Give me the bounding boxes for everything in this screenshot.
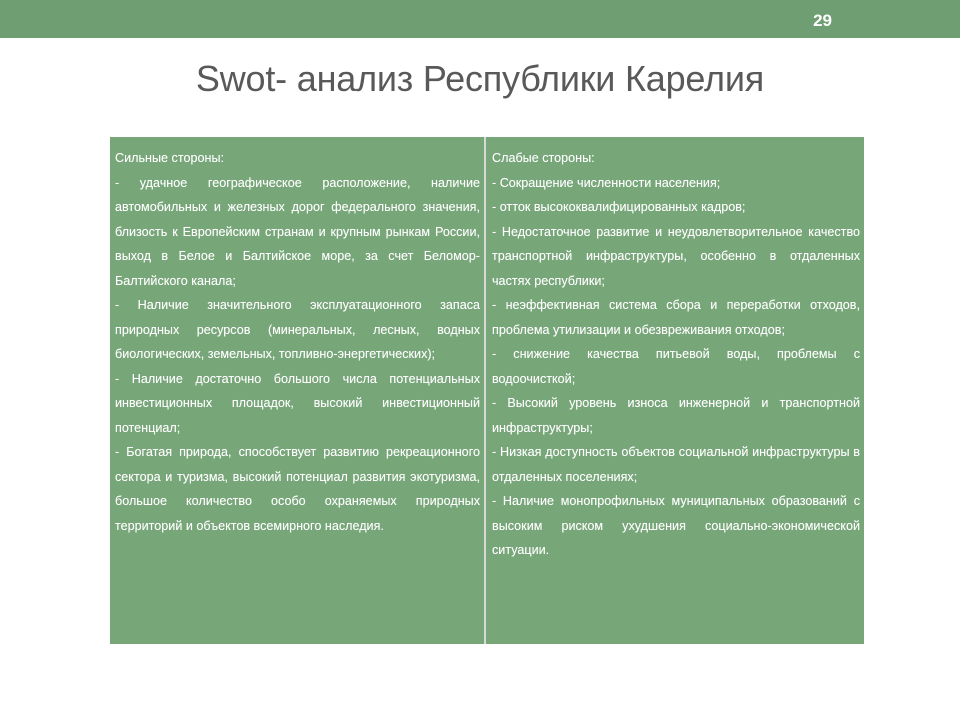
weakness-item: - Высокий уровень износа инженерной и транспортной инфраструктуры;: [492, 396, 860, 435]
strength-item: - Богатая природа, способствует развитию рекреационного сектора и туризма, высокий потенциал развития экотуризма, большое количество особо охраняемых природных территорий и объектов всемирного наследия.: [115, 445, 480, 533]
strength-item: - Наличие значительного эксплуатационного запаса природных ресурсов (минеральных, лесных, водных биологических, земельных, топливно-энергетических);: [115, 298, 480, 361]
slide-number: 29: [813, 11, 832, 30]
strength-item: - удачное географическое расположение, наличие автомобильных и железных дорог федерального значения, близость к Европейским странам и крупным рынкам России, выход в Белое и Балтийское море, за счет Беломор-Балтийского канала;: [115, 175, 480, 288]
weaknesses-column: [486, 137, 864, 644]
weakness-item: - отток высококвалифицированных кадров;: [492, 200, 746, 214]
weaknesses-heading: Слабые стороны:: [492, 151, 595, 165]
top-bar: [0, 0, 960, 38]
weakness-item: - Низкая доступность объектов социальной инфраструктуры в отдаленных поселениях;: [492, 445, 860, 484]
swot-table: [110, 137, 864, 644]
slide-title: Swot- анализ Республики Карелия: [195, 58, 765, 99]
weakness-item: - неэффективная система сбора и переработки отходов, проблема утилизации и обезвреживания отходов;: [492, 298, 860, 337]
strengths-heading: Сильные стороны:: [115, 151, 224, 165]
weakness-item: - Наличие монопрофильных муниципальных образований с высоким риском ухудшения социально-экономической ситуации.: [492, 494, 860, 557]
weakness-item: - Недостаточное развитие и неудовлетворительное качество транспортной инфраструктуры, особенно в отдаленных частях республики;: [492, 224, 860, 288]
strength-item: - Наличие достаточно большого числа потенциальных инвестиционных площадок, высокий инвестиционный потенциал;: [115, 371, 480, 435]
strengths-column: [110, 137, 486, 644]
weakness-item: - снижение качества питьевой воды, проблемы с водоочисткой;: [492, 347, 860, 386]
weakness-item: - Сокращение численности населения;: [492, 175, 721, 190]
